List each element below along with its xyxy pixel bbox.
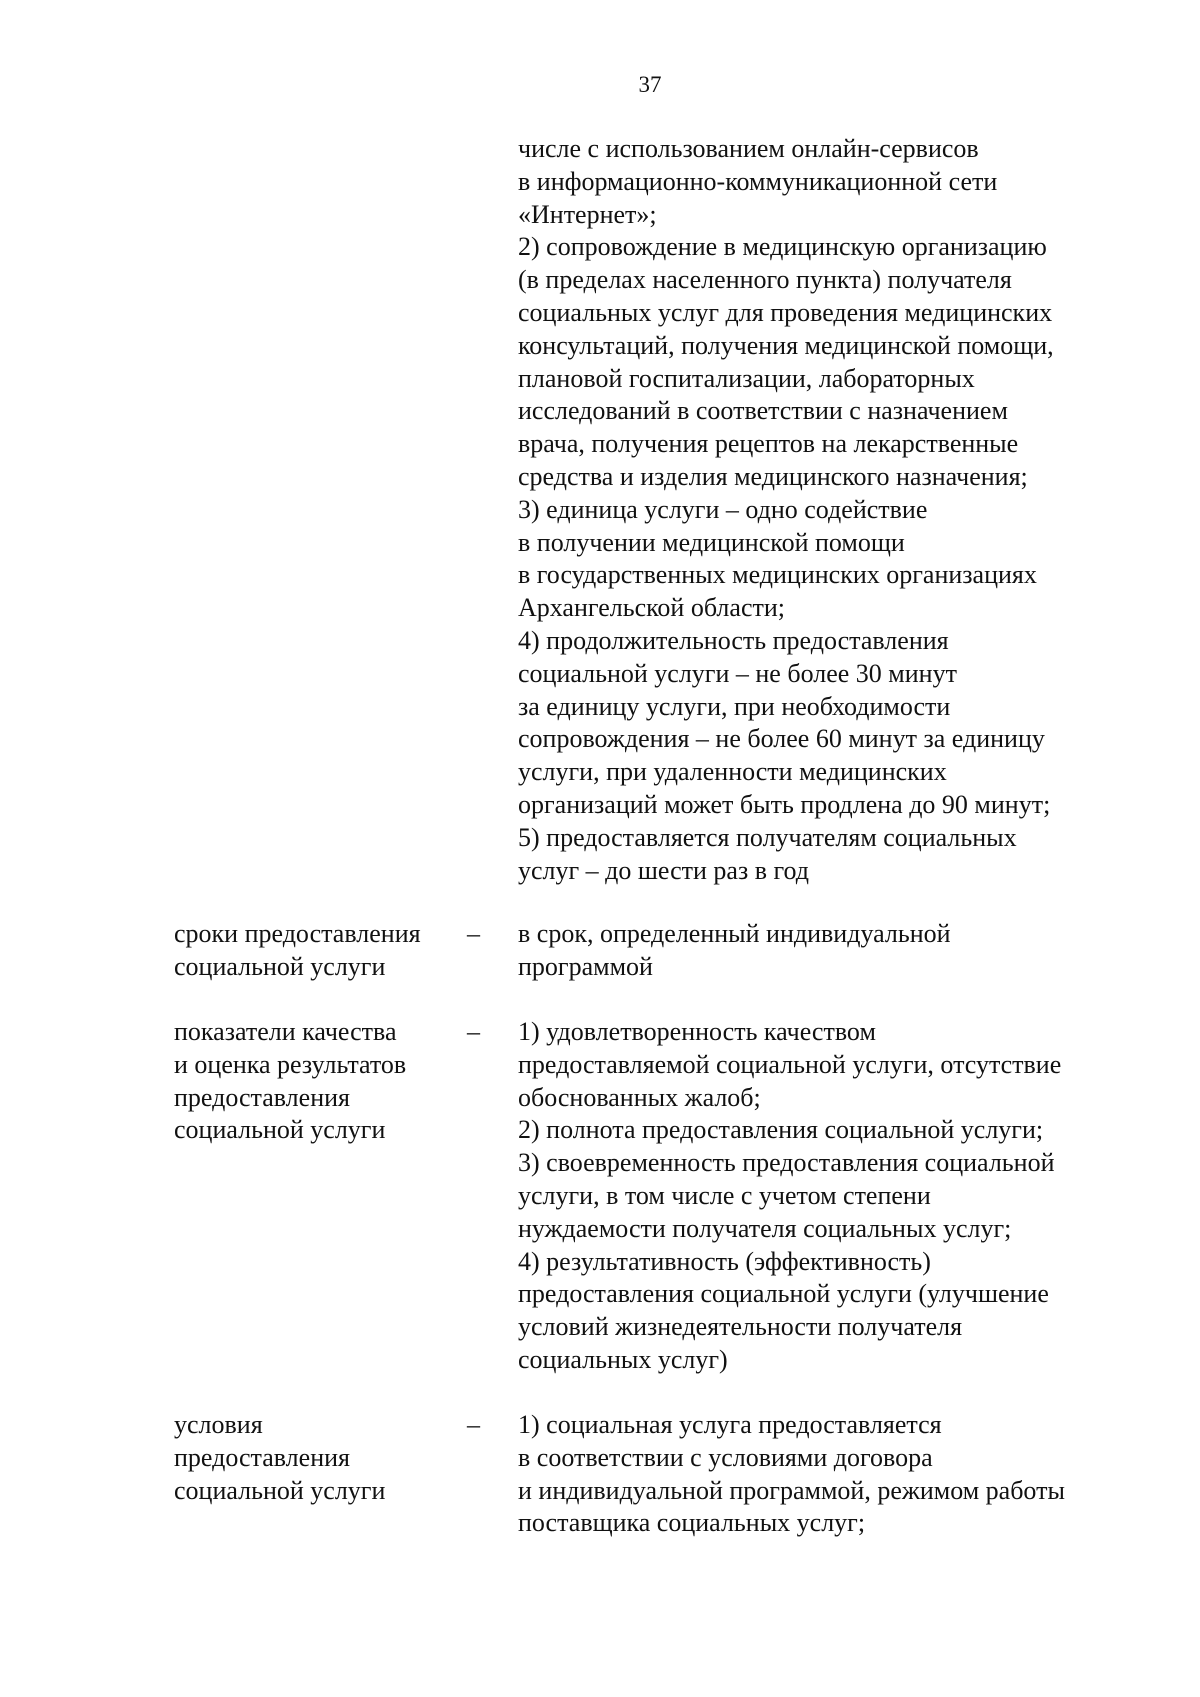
text-line: средства и изделия медицинского назначения; <box>518 461 1028 491</box>
label-line: предоставления <box>174 1082 350 1112</box>
continuation-text <box>518 133 1054 887</box>
dash-separator: – <box>467 919 480 948</box>
text-line: «Интернет»; <box>518 199 657 229</box>
label-line: социальной услуги <box>174 951 386 981</box>
value-line: услуги, в том числе с учетом степени <box>518 1180 931 1210</box>
value-line: предоставления социальной услуги (улучшение <box>518 1279 1049 1309</box>
value-line: поставщика социальных услуг; <box>518 1508 866 1538</box>
text-line: организаций может быть продлена до 90 минут; <box>518 789 1051 819</box>
dash-separator: – <box>467 1410 480 1439</box>
value-line: и индивидуальной программой, режимом работы <box>518 1475 1065 1505</box>
value-line: 1) социальная услуга предоставляется <box>518 1410 942 1439</box>
value-line: обоснованных жалоб; <box>518 1082 761 1112</box>
text-line: Архангельской области; <box>518 593 785 623</box>
section-label <box>174 1409 385 1507</box>
dash-separator: – <box>467 1017 480 1046</box>
label-line: социальной услуги <box>174 1475 386 1505</box>
text-line: социальных услуг для проведения медицинских <box>518 297 1053 327</box>
text-line: (в пределах населенного пункта) получателя <box>518 265 1012 295</box>
text-line: за единицу услуги, при необходимости <box>518 691 951 721</box>
label-line: сроки предоставления <box>174 919 421 948</box>
text-line: в информационно-коммуникационной сети <box>518 166 998 196</box>
label-line: условия <box>174 1410 263 1439</box>
text-line: врача, получения рецептов на лекарственные <box>518 429 1019 459</box>
text-line: 4) продолжительность предоставления <box>518 625 949 655</box>
value-line: 2) полнота предоставления социальной услуги; <box>518 1115 1044 1145</box>
text-line: 5) предоставляется получателям социальных <box>518 822 1017 852</box>
text-line: числе с использованием онлайн-сервисов <box>518 134 979 163</box>
page-number: 37 <box>638 72 662 97</box>
text-line: плановой госпитализации, лабораторных <box>518 363 975 393</box>
label-line: социальной услуги <box>174 1115 386 1145</box>
value-line: 3) своевременность предоставления социальной <box>518 1148 1055 1178</box>
text-line: услуг – до шести раз в год <box>518 855 810 885</box>
section-label <box>174 1016 406 1147</box>
value-line: социальных услуг) <box>518 1344 728 1374</box>
text-line: сопровождения – не более 60 минут за единицу <box>518 724 1045 754</box>
value-line: 1) удовлетворенность качеством <box>518 1017 876 1046</box>
value-line: предоставляемой социальной услуги, отсутствие <box>518 1049 1062 1079</box>
value-line: в соответствии с условиями договора <box>518 1442 933 1472</box>
text-line: исследований в соответствии с назначением <box>518 396 1008 426</box>
text-line: 3) единица услуги – одно содействие <box>518 494 928 524</box>
section-value <box>518 1016 1061 1377</box>
section-value <box>518 918 951 984</box>
text-line: в государственных медицинских организациях <box>518 560 1037 590</box>
value-line: условий жизнедеятельности получателя <box>518 1312 963 1342</box>
text-line: в получении медицинской помощи <box>518 527 905 557</box>
text-line: 2) сопровождение в медицинскую организацию <box>518 232 1047 262</box>
section-label <box>174 918 421 984</box>
text-line: социальной услуги – не более 30 минут <box>518 658 957 688</box>
text-line: консультаций, получения медицинской помощи, <box>518 330 1054 360</box>
value-line: 4) результативность (эффективность) <box>518 1246 931 1276</box>
label-line: предоставления <box>174 1442 350 1472</box>
value-line: программой <box>518 951 653 981</box>
value-line: в срок, определенный индивидуальной <box>518 919 951 948</box>
section-value <box>518 1409 1065 1540</box>
value-line: нуждаемости получателя социальных услуг; <box>518 1213 1012 1243</box>
label-line: и оценка результатов <box>174 1049 407 1079</box>
label-line: показатели качества <box>174 1017 397 1046</box>
text-line: услуги, при удаленности медицинских <box>518 757 947 787</box>
